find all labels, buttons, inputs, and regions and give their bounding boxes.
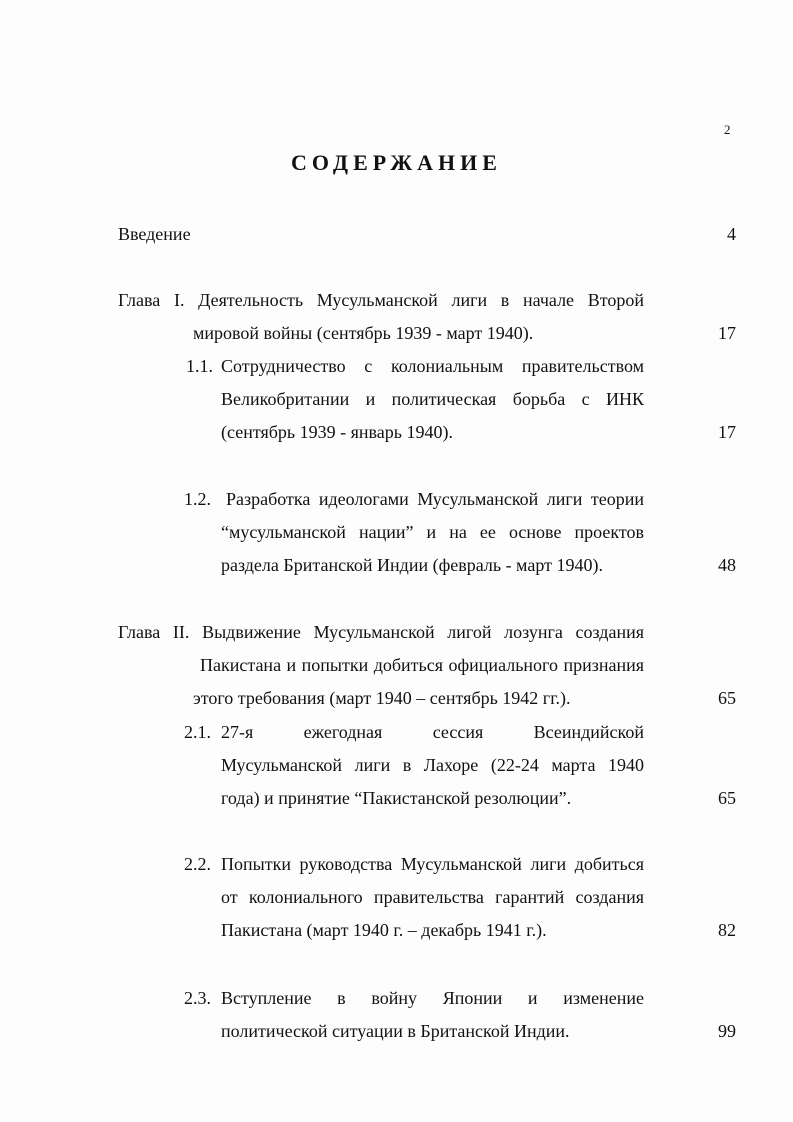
toc-section-1-1-page: 17 <box>718 422 736 442</box>
page-title: СОДЕРЖАНИЕ <box>291 150 502 175</box>
toc-section-1-1-number: 1.1. <box>186 356 213 376</box>
toc-chapter-1-page: 17 <box>718 323 736 343</box>
toc-intro-page: 4 <box>727 224 736 244</box>
toc-section-1-2-line: раздела Британской Индии (февраль - март 1940). <box>221 555 603 575</box>
toc-chapter-1-line: Глава I. Деятельность Мусульманской лиги в начале Второй <box>118 290 644 310</box>
toc-section-2-1-line: года) и принятие “Пакистанской резолюции”. <box>221 788 572 808</box>
page-number: 2 <box>724 122 731 137</box>
toc-section-1-2-line: Разработка идеологами Мусульманской лиги теории <box>226 489 644 509</box>
toc-section-1-2-cont <box>221 516 644 582</box>
toc-section-2-3 <box>221 982 644 1048</box>
toc-section-1-2-line: “мусульманской нации” и на ее основе проектов <box>221 522 644 542</box>
toc-section-1-1-line: Сотрудничество с колониальным правительством <box>221 356 644 376</box>
toc-section-2-2-line: Попытки руководства Мусульманской лиги добиться <box>221 854 644 874</box>
toc-section-2-1-page: 65 <box>718 788 736 808</box>
toc-section-2-2-page: 82 <box>718 920 736 940</box>
toc-section-2-2-line: от колониального правительства гарантий создания <box>221 887 644 907</box>
toc-section-1-2-number: 1.2. <box>184 489 211 509</box>
toc-section-2-2 <box>221 848 644 947</box>
toc-chapter-1-line: мировой войны (сентябрь 1939 - март 1940). <box>193 323 534 343</box>
toc-section-1-2 <box>226 483 644 516</box>
toc-chapter-2-line: этого требования (март 1940 – сентябрь 1942 гг.). <box>193 688 571 708</box>
toc-section-2-1-number: 2.1. <box>184 722 211 742</box>
toc-section-2-3-line: политической ситуации в Британской Индии. <box>221 1021 570 1041</box>
toc-chapter-2-line: Глава II. Выдвижение Мусульманской лигой лозунга создания <box>118 622 644 642</box>
toc-section-2-3-number: 2.3. <box>184 988 211 1008</box>
toc-chapter-2-line: Пакистана и попытки добиться официального признания <box>200 655 644 675</box>
toc-section-1-1-line: (сентябрь 1939 - январь 1940). <box>221 422 453 442</box>
toc-chapter-1-cont <box>193 317 553 350</box>
toc-section-2-1-line: Мусульманской лиги в Лахоре (22-24 марта 1940 <box>221 755 644 775</box>
toc-section-2-3-line: Вступление в войну Японии и изменение <box>221 988 644 1008</box>
toc-section-1-1 <box>221 350 644 449</box>
toc-section-2-1-line: 27-я ежегодная сессия Всеиндийской <box>221 722 644 742</box>
toc-section-2-2-number: 2.2. <box>184 854 211 874</box>
toc-intro-label: Введение <box>118 224 191 244</box>
toc-section-2-2-line: Пакистана (март 1940 г. – декабрь 1941 г.). <box>221 920 547 940</box>
toc-section-1-2-page: 48 <box>718 555 736 575</box>
toc-chapter-2 <box>118 616 644 649</box>
toc-chapter-2-page: 65 <box>718 688 736 708</box>
toc-chapter-1 <box>118 284 644 317</box>
toc-section-2-3-page: 99 <box>718 1021 736 1041</box>
toc-chapter-2-cont <box>200 649 644 682</box>
toc-chapter-2-cont2 <box>193 682 593 715</box>
toc-section-2-1 <box>221 716 644 815</box>
toc-section-1-1-line: Великобритании и политическая борьба с ИНК <box>221 389 644 409</box>
